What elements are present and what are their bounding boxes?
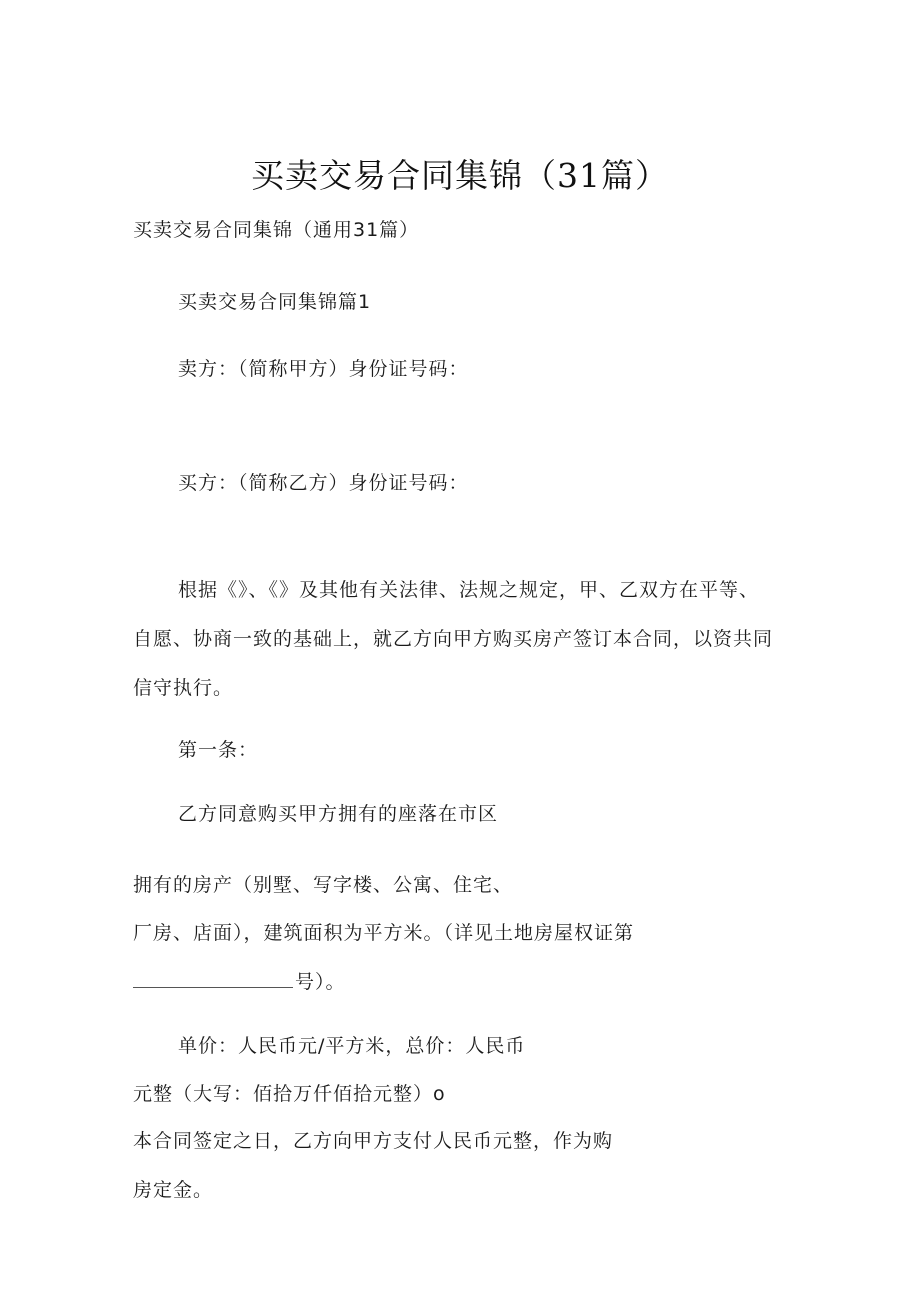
preamble-line-1: 根据《》、《》及其他有关法律、法规之规定，甲、乙双方在平等、 <box>178 579 760 601</box>
price-line-2: 元整（大写：佰拾万仟佰拾元整）o <box>133 1083 446 1105</box>
article-1-heading: 第一条： <box>178 739 259 761</box>
document-title: 买卖交易合同集锦（31篇） <box>251 156 669 195</box>
deposit-line-1: 本合同签定之日，乙方向甲方支付人民币元整，作为购 <box>133 1130 614 1152</box>
certificate-number-blank <box>133 969 293 988</box>
document-subtitle: 买卖交易合同集锦（通用31篇） <box>133 219 420 241</box>
property-line-1: 乙方同意购买甲方拥有的座落在市区 <box>178 803 499 825</box>
certificate-line <box>133 969 346 994</box>
seller-line: 卖方：（简称甲方）身份证号码： <box>178 358 469 380</box>
price-line-1: 单价：人民币元/平方米，总价：人民币 <box>178 1035 526 1057</box>
preamble-line-3: 信守执行。 <box>133 677 234 699</box>
section-heading: 买卖交易合同集锦篇1 <box>178 291 372 313</box>
property-line-2: 拥有的房产（别墅、写字楼、公寓、住宅、 <box>133 874 514 896</box>
buyer-line: 买方：（简称乙方）身份证号码： <box>178 472 469 494</box>
preamble-line-2: 自愿、协商一致的基础上，就乙方向甲方购买房产签订本合同，以资共同 <box>133 628 774 650</box>
property-line-3: 厂房、店面），建筑面积为平方米。（详见土地房屋权证第 <box>133 922 635 944</box>
deposit-line-2: 房定金。 <box>133 1179 214 1201</box>
certificate-suffix: 号）。 <box>295 971 346 993</box>
